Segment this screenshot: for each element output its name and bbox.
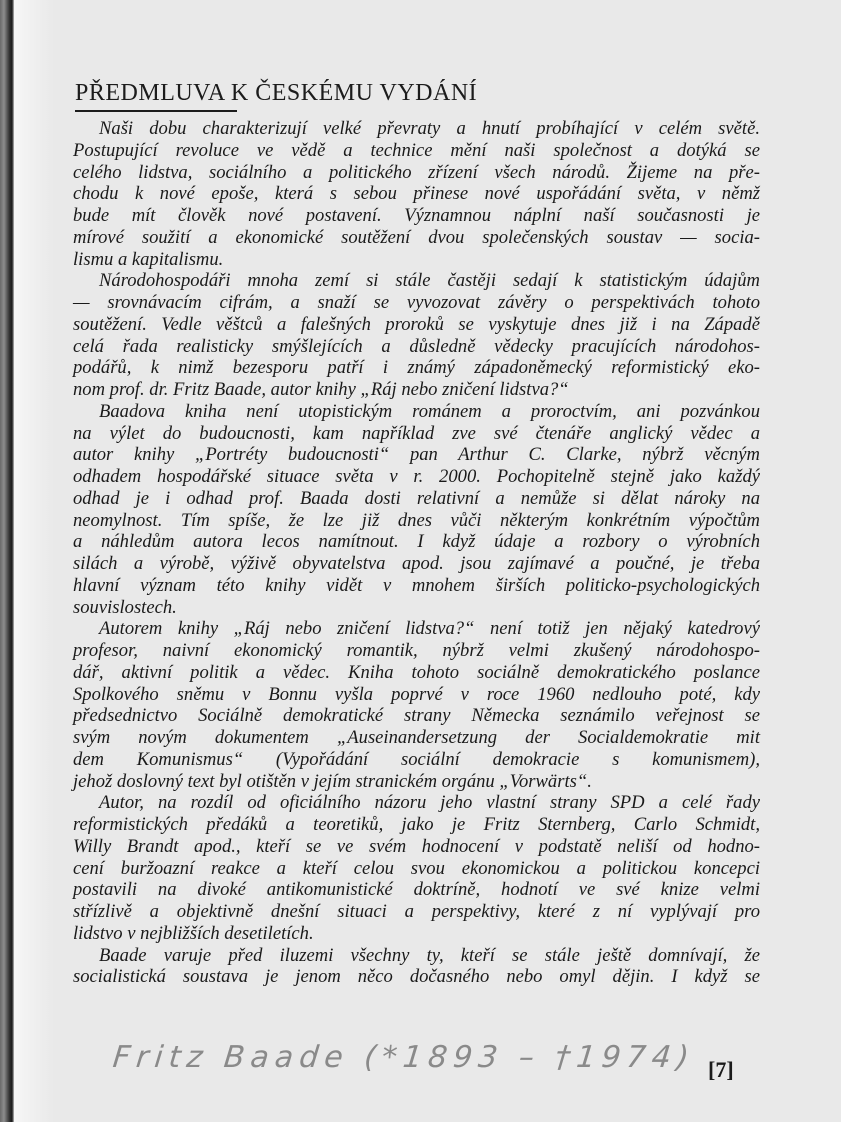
text-line: lismu a kapitalismu.	[73, 248, 224, 270]
text-line: neomylnost. Tím spíše, že lze již dnes vůči některým konkrétním výpočtům	[73, 509, 760, 531]
text-line: chodu k nové epoše, která s sebou přinese nové uspořádání světa, v němž	[73, 183, 760, 205]
text-line: předsednictvo Sociálně demokratické strany Německa seznámilo veřejnost se	[73, 705, 760, 727]
paragraph	[73, 401, 760, 619]
text-line: Spolkového sněmu v Bonnu vyšla poprvé v roce 1960 nedlouho poté, kdy	[73, 683, 760, 705]
paragraph	[73, 792, 760, 944]
text-line: Národohospodáři mnoha zemí si stále častěji sedají k statistickým údajům	[99, 270, 760, 292]
text-line: podářů, k nimž bezesporu patří i známý západoněmecký reformistický eko-	[73, 357, 760, 379]
text-line: bude mít člověk nové postavení. Významnou náplní naší současnosti je	[73, 205, 760, 226]
text-line: hlavní význam této knihy vidět v mnohem širších politicko-psychologických	[73, 574, 760, 596]
text-line: reformistických předáků a teoretiků, jako je Fritz Sternberg, Carlo Schmidt,	[73, 814, 760, 835]
text-line: na výlet do budoucnosti, kam například zve své čtenáře anglický vědec a	[73, 422, 760, 444]
text-line: soutěžení. Vedle věštců a falešných proroků se vyskytuje dnes již i na Západě	[73, 313, 760, 335]
text-line: celého lidstva, sociálního a politického zřízení všech národů. Žijeme na pře-	[73, 161, 760, 183]
text-line: Baade varuje před iluzemi všechny ty, kteří se stále ještě domnívají, že	[99, 944, 760, 966]
text-line: souvislostech.	[73, 596, 177, 618]
text-line: odhadem hospodářské situace světa v r. 2000. Pochopitelně stejně jako každý	[73, 466, 760, 487]
book-binding-gutter	[0, 0, 14, 1122]
paragraph	[73, 945, 760, 989]
text-line: Autor, na rozdíl od oficiálního názoru jeho vlastní strany SPD a celé řady	[99, 792, 760, 814]
paragraph	[73, 618, 760, 792]
body-text	[73, 118, 760, 988]
text-line: — srovnávacím cifrám, a snaží se vyvozovat závěry o perspektivách tohoto	[73, 292, 760, 313]
text-line: socialistická soustava je jenom něco dočasného nebo omyl dějin. I když se	[73, 966, 760, 988]
text-line: dem Komunismus“ (Vypořádání sociální demokracie s komunismem),	[73, 748, 760, 770]
text-line: Autorem knihy „Ráj nebo zničení lidstva?“ není totiž jen nějaký katedrový	[99, 618, 760, 640]
text-line: dář, aktivní politik a vědec. Kniha tohoto sociálně demokratického poslance	[73, 661, 760, 683]
gutter-shadow	[14, 0, 54, 1122]
page-number: [7]	[708, 1057, 734, 1082]
handwritten-note: Fritz Baade (*1893 – †1974)	[111, 1040, 697, 1075]
text-line: svým novým dokumentem „Auseinandersetzung der Socialdemokratie mit	[73, 727, 760, 748]
text-line: autor knihy „Portréty budoucnosti“ pan Arthur C. Clarke, nýbrž věcným	[73, 444, 760, 466]
text-line: nom prof. dr. Fritz Baade, autor knihy „Ráj nebo zničení lidstva?“	[73, 379, 569, 400]
text-line: profesor, naivní ekonomický romantik, nýbrž velmi zkušený národohospo-	[73, 640, 760, 661]
text-line: celá řada realisticky smýšlejících a důsledně vědecky pracujících národohos-	[73, 335, 760, 357]
text-line: střízlivě a objektivně dnešní situaci a perspektivy, které z ní vyplývají pro	[73, 901, 760, 922]
text-line: jehož doslovný text byl otištěn v jejím stranickém orgánu „Vorwärts“.	[73, 770, 592, 792]
title-underline	[75, 110, 237, 112]
text-line: silách a výrobě, výživě obyvatelstva apod. jsou zajímavé a poučné, je třeba	[73, 553, 760, 574]
text-line: Naši dobu charakterizují velké převraty a hnutí probíhající v celém světě.	[99, 118, 760, 139]
text-line: Willy Brandt apod., kteří se ve svém hodnocení v podstatě neliší od hodno-	[73, 835, 760, 857]
text-line: odhad je i odhad prof. Baada dosti relativní a nemůže si dělat nároky na	[73, 487, 760, 509]
text-line: cení buržoazní reakce a kteří celou svou ekonomickou a politickou koncepci	[73, 857, 760, 879]
text-line: Postupující revoluce ve vědě a technice mění naši společnost a dotýká se	[73, 139, 760, 161]
text-line: a náhledům autora lecos namítnout. I když údaje a rozbory o výrobních	[73, 531, 760, 553]
paragraph	[73, 118, 760, 270]
chapter-title: PŘEDMLUVA K ČESKÉMU VYDÁNÍ	[75, 80, 478, 106]
text-line: mírové soužití a ekonomické soutěžení dvou společenských soustav — socia-	[73, 226, 760, 248]
paragraph	[73, 270, 760, 401]
text-line: lidstvo v nejbližších desetiletích.	[73, 922, 314, 944]
text-line: postavili na divoké antikomunistické doktríně, hodnotí ve své knize velmi	[73, 879, 760, 901]
text-line: Baadova kniha není utopistickým románem a proroctvím, ani pozvánkou	[99, 400, 760, 422]
